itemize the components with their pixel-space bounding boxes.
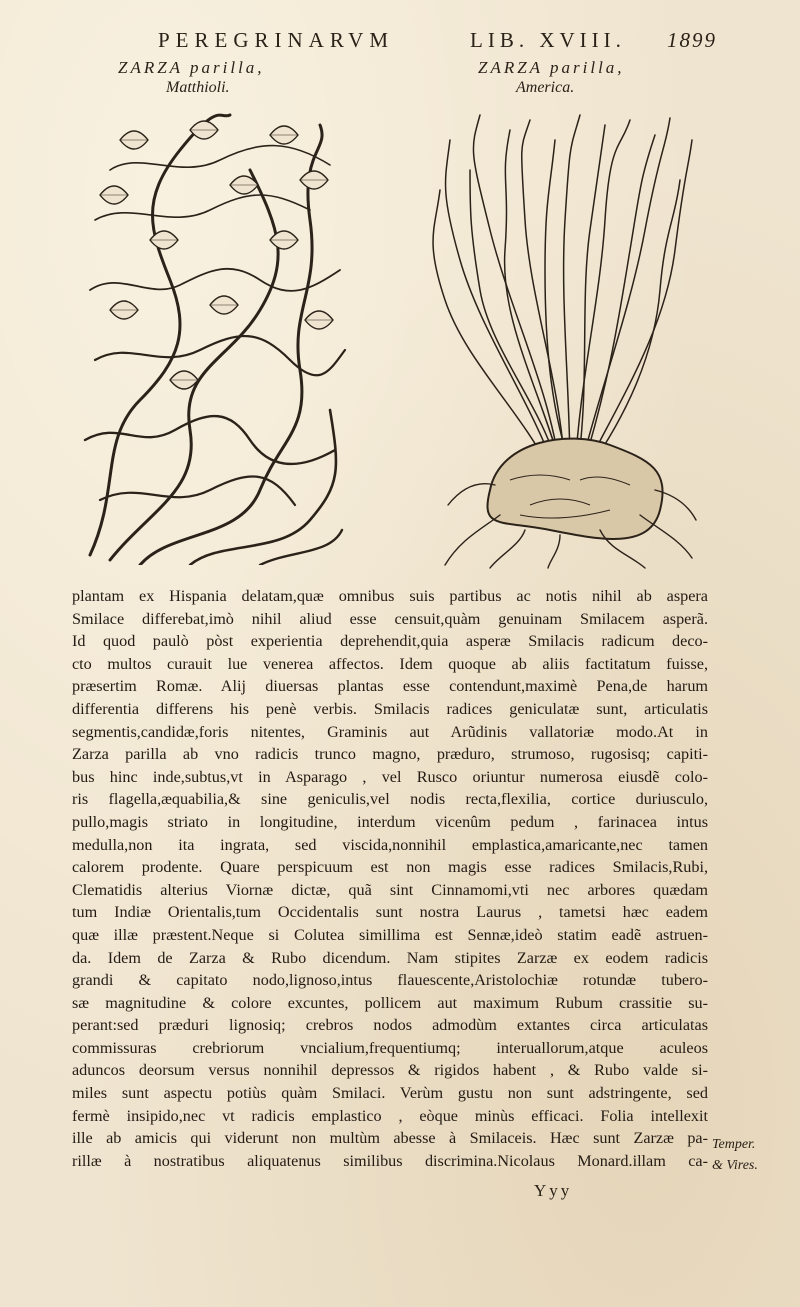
text-line: Clematidis alterius Viornæ dictæ, quã sint Cinnamomi,vti nec arbores quædam [72,880,708,899]
text-line: sæ magnitudine & colore excuntes, pollicem aut maximum Rubum crassitie su- [72,993,708,1012]
text-line: aduncos deorsum versus nonnihil depressos & rigidos habent , & Rubo valde si- [72,1061,708,1080]
text-line: ris flagella,æquabilia,& sine geniculis,vel nodis recta,flexilia, cortice duriusculo, [72,790,708,809]
text-line: Zarza parilla ab vno radicis trunco magno, præduro, strumoso, rugosisq; capiti- [72,745,708,764]
caption-subtitle: America. [516,79,575,96]
text-line: quæ illæ præstent.Neque si Colutea simillima est Sennæ,ideò statim eadẽ astruen- [72,925,708,944]
text-line: Smilace differebat,imò nihil aliud esse censuit,quàm genuinam Smilacem asperã. [72,609,708,628]
text-line: ille ab amicis qui viderunt non multùm abesse à Smilaceis. Hæc sunt Zarzæ pa- [72,1129,708,1148]
margin-note-temper: Temper. [712,1137,756,1152]
running-head-title: PEREGRINARVM [158,28,395,52]
running-head-book: LIB. XVIII. [470,28,626,52]
caption-subtitle: Matthioli. [166,79,230,96]
page-number: 1899 [667,28,717,52]
text-line: commissuras crebriorum vncialium,frequentiumq; interuallorum,atque aculeos [72,1038,708,1057]
body-text [72,585,708,1172]
text-line: calorem prodente. Quare perspicuum est non magis esse radices Smilacis,Rubi, [72,858,708,877]
text-line: rillæ à nostratibus aliquatenus similibus discrimina.Nicolaus Monard.illam ca- [72,1151,708,1170]
running-head [0,20,800,50]
caption-title: ZARZA parilla, [118,58,265,77]
caption-title: ZARZA parilla, [478,58,625,77]
text-line: medulla,non ita ingrata, sed viscida,nonnihil emplastica,amaricante,nec tamen [72,835,708,854]
text-line: perant:sed præduri lignosiq; crebros nodos admodùm extantes circa articulatas [72,1016,708,1035]
text-line: fermè insipido,nec vt radicis emplastico , eòque minùs efficaci. Folia intellexit [72,1106,708,1125]
text-line: da. Idem de Zarza & Rubo dicendum. Nam stipites Zarzæ ex eodem radicis [72,948,708,967]
text-line: differentia differens his penè verbis. Smilacis radices geniculatæ sunt, articulatis [72,699,708,718]
text-line: bus hinc inde,subtus,vt in Asparago , vel Rusco oriuntur numerosa eiusdẽ colo- [72,767,708,786]
signature-mark: Yyy [534,1181,573,1200]
margin-note-vires: & Vires. [712,1158,758,1173]
woodcut-illustration-root [430,110,700,570]
text-line: miles sunt aspectu potiùs quàm Smilaci. Verùm gustu non sunt adstringente, sed [72,1084,708,1103]
text-line: cto multos curauit lue venerea affectos. Idem quoque ab aliis factitatum fuisse, [72,654,708,673]
text-line: præsertim Romæ. Alij diuersas plantas esse contendunt,maximè Pena,de harum [72,677,708,696]
woodcut-illustration-vine [80,110,350,565]
text-line: plantam ex Hispania delatam,quæ omnibus suis partibus ac notis nihil ab aspera [72,587,708,605]
figure-caption-left [118,58,338,98]
text-line: pullo,magis striato in longitudine, interdum vicenûm pedum , farinacea intus [72,812,708,831]
text-line: grandi & capitato nodo,lignoso,intus flauescente,Aristolochiæ rotundæ tubero- [72,971,708,990]
figure-caption-right [478,58,698,98]
text-line: segmentis,candidæ,foris nitentes, Graminis aut Arũdinis vallatoriæ modo.At in [72,722,708,741]
text-line: tum Indiæ Orientalis,tum Occidentalis sunt nostra Laurus , tametsi hæc eadem [72,903,708,922]
text-line: Id quod paulò pòst experientia deprehendit,quia asperæ Smilacis radicum deco- [72,632,708,651]
